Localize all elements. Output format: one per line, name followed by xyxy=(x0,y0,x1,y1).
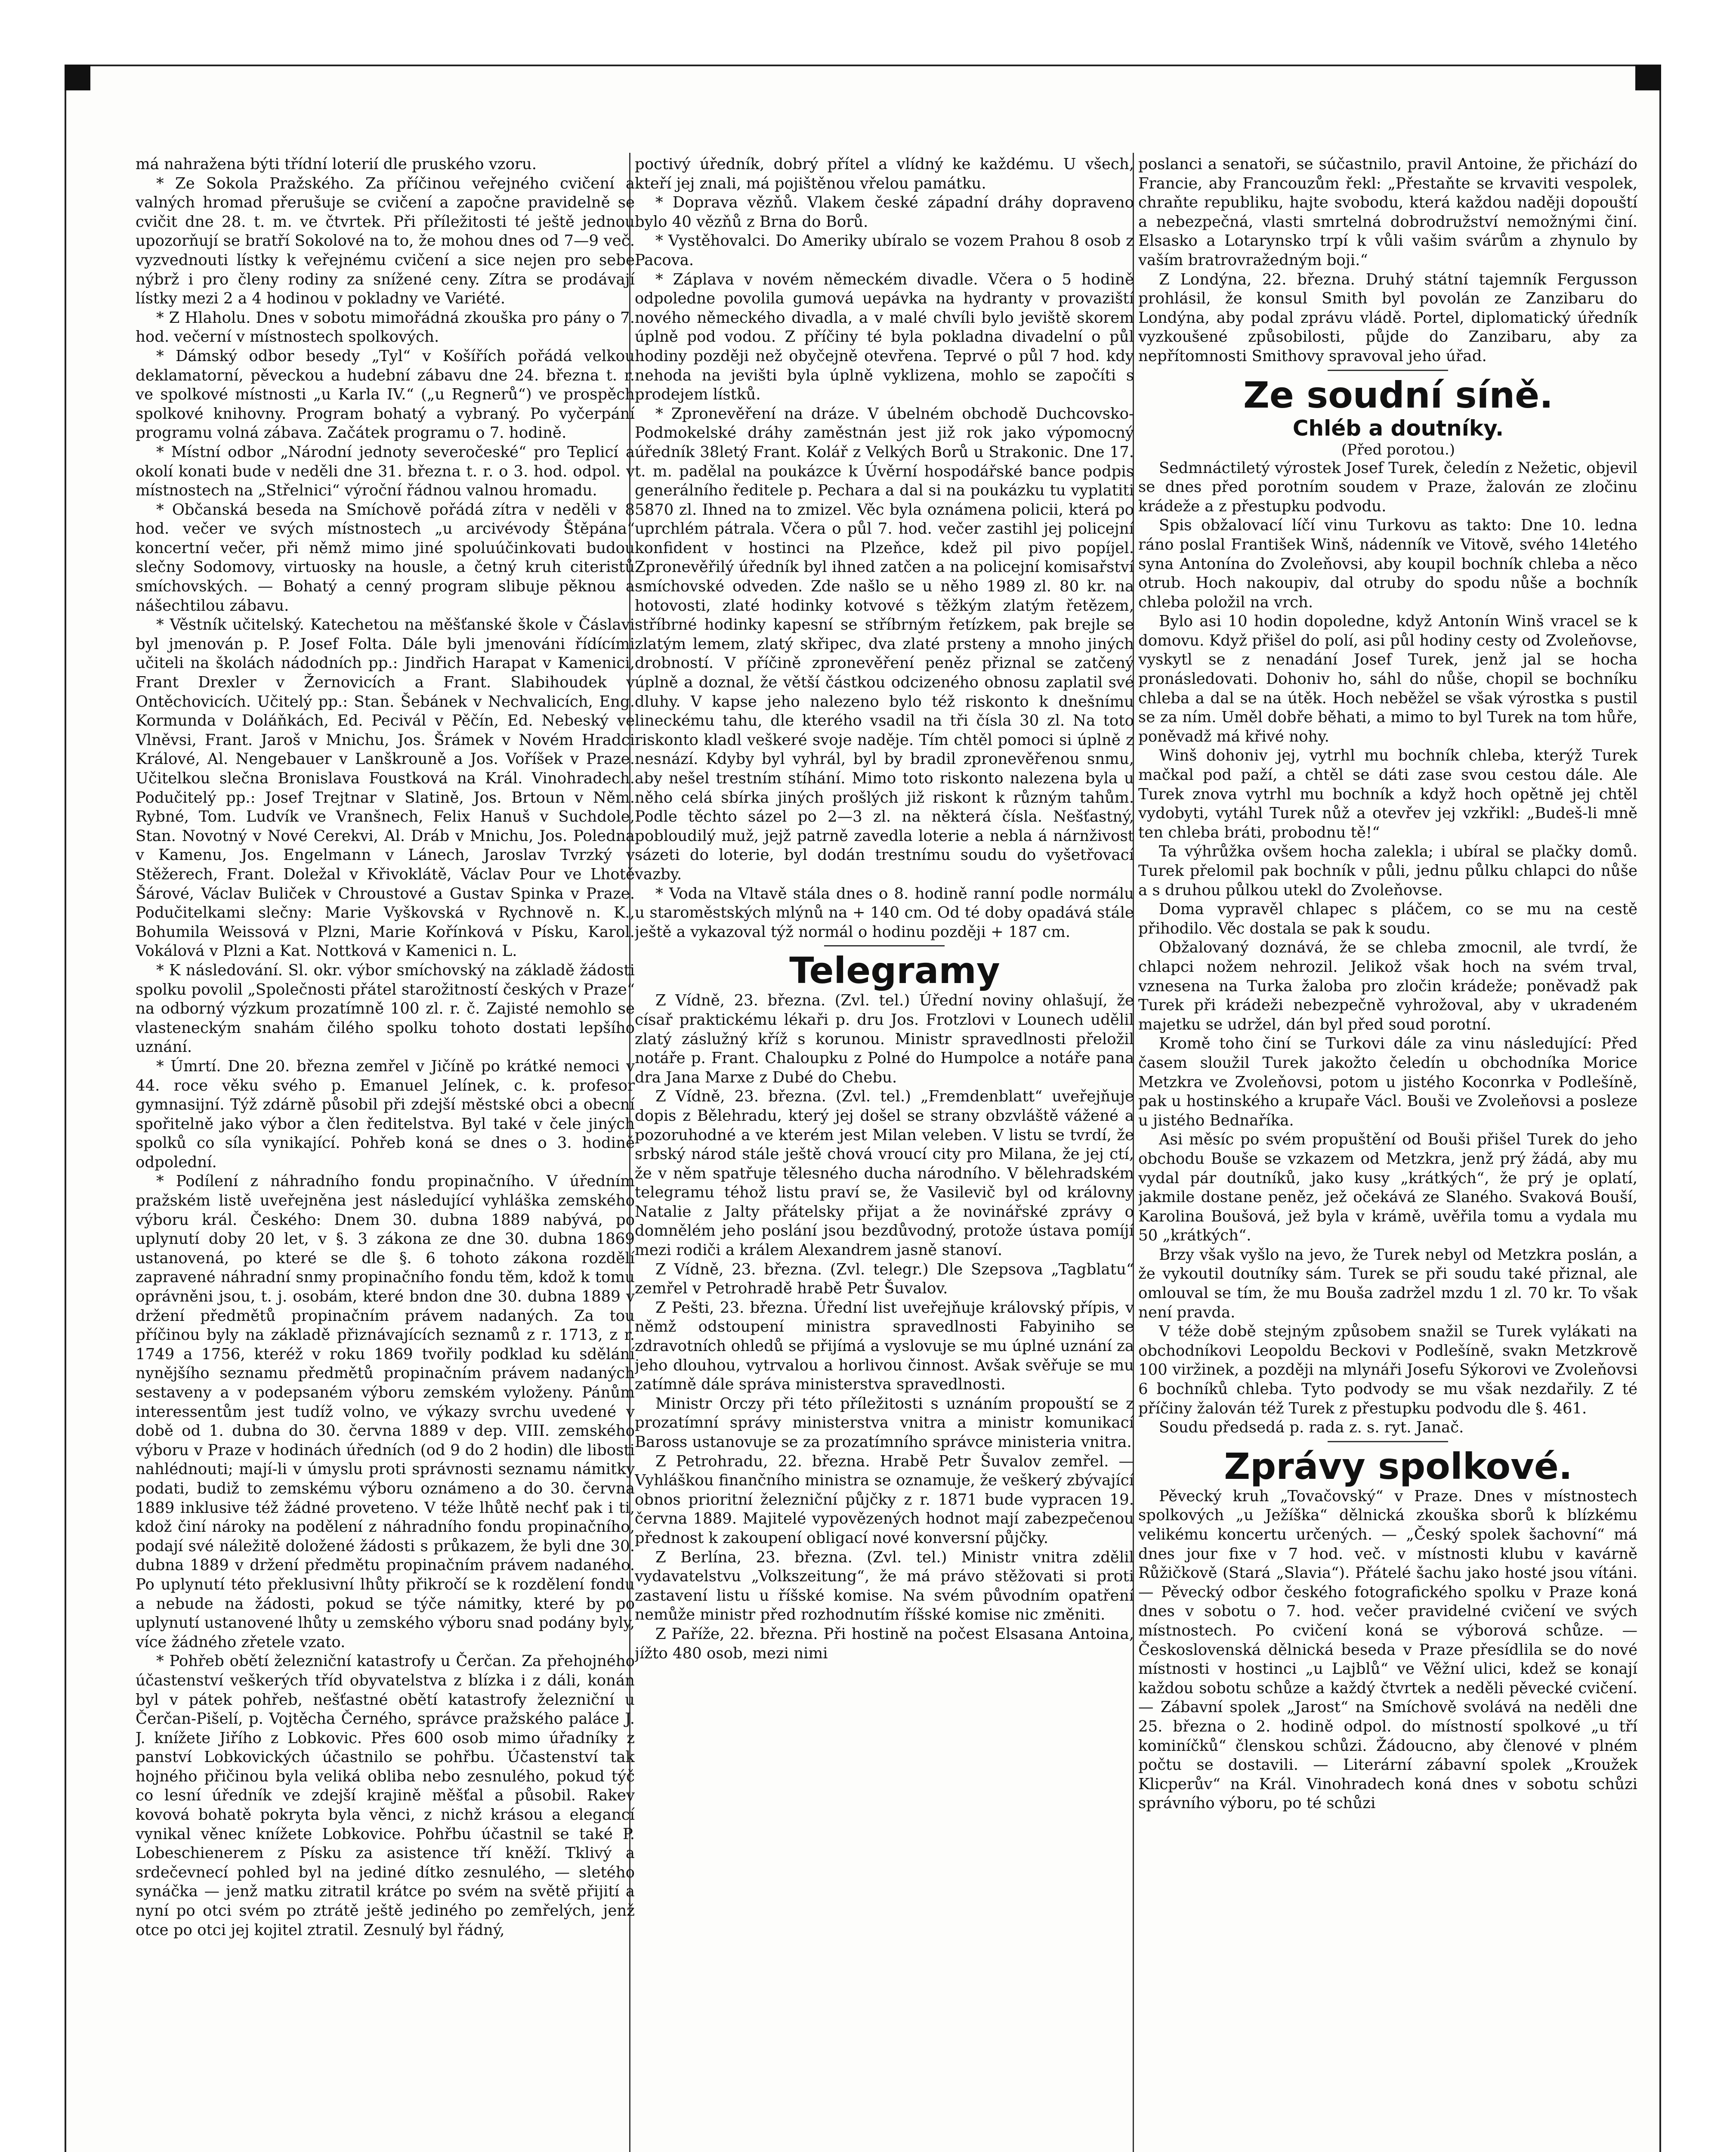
news-item: * Podílení z náhradního fondu propinačního. V úředním pražském listě uveřejněna jest následující vyhláška zemského výboru král. Českého: Dnem 30. dubna 1889 nabývá, po uplynutí doby 20 let, v §. 3 zákona ze dne 30. dubna 1869 ustanovená, po které se dle §. 6 tohoto zákona rozdělí zapravené náhradní snmy propinačního fondu těm, kdož k tomu oprávněni jsou, t. j. osobám, které bndon dne 30. dubna 1889 v držení předmětů propinačním právem nadaných. Za tou příčinou byly na základě přiznávajících seznamů z r. 1713, z r. 1749 a 1756, kteréž v roku 1869 tvořily podklad ku sdělání nynějšího seznamu předmětů propinačním právem nadaných sestaveny a v podepsaném výboru zemském vyloženy. Pánům interessentům jest tudíž volno, ve výkazy svrchu uvedené v době od 1. dubna do 30. června 1889 v dep. VIII. zemského výboru v Praze v hodinách úředních (od 9 do 2 hodin) dle libosti nahlédnouti; mají-li v úmyslu proti správnosti seznamu námitky podati, budiž to zemskému výboru oznámeno a do 30. června 1889 inklusive též žádné proveteno. V téže lhůtě nechť pak i ti, kdož činí nároky na podělení z náhradního fondu propinačního, podají své náležitě doložené žádosti s průkazem, že byli dne 30. dubna 1889 v držení předmětu propinačním právem nadaného. Po uplynutí této překlusivní lhůty přikročí se k rozdělení fondu a nebude na žádosti, pokud se týče námitky, které by po uplynutí ustanovené lhůty u zemského výboru snad podány byly, více žádného zřetele vzato. xyxy=(136,1172,635,1651)
association-paragraph: Pěvecký kruh „Tovačovský“ v Praze. Dnes v místnostech spolkových „u Ježíška“ dělnická zkouška sborů k blízkému velikému koncertu určených. — „Český spolek šachovní“ má dnes jour fixe v 7 hod. več. v místnosti klubu v kavárně Růžičkově (Stará „Slavia“). Přátelé šachu jako hosté jsou vítáni. — Pěvecký odbor českého fotografického spolku v Praze koná dnes v sobotu o 7. hod. večer pravidelné cvičení ve svých místnostech. Po cvičení koná se výborová schůze. — Československá dělnická beseda v Praze přesídlila se do nové místnosti v hostinci „u Lajblů“ ve Věžní ulici, kdež se konají každou sobotu schůze a každý čtvrtek a neděli pěvecké cvičení. — Zábavní spolek „Jarost“ na Smíchově svolává na neděli dne 25. března o 2. hodině odpol. do místností spolkové „u tří kominíčků“ členskou schůzi. Žádoucno, aby členové v plném počtu se dostavili. — Literární zábavní spolek „Kroužek Klicperův“ na Král. Vinohradech koná dnes v sobotu schůzi správního výboru, po té schůzi xyxy=(1138,1487,1637,1812)
telegram-item: Z Vídně, 23. března. (Zvl. telegr.) Dle Szepsova „Tagblatu“ zemřel v Petrohradě hrabě Petr Šuvalov. xyxy=(635,1260,1134,1298)
column-3 xyxy=(1138,155,1637,2152)
court-paragraph: Winš dohoniv jej, vytrhl mu bochník chleba, kterýž Turek mačkal pod paží, a chtěl se dáti zase svou cestou dále. Ale Turek znova vytrhl mu bochník a když hoch opětně jej chtěl vydobyti, vytáhl Turek nůž a otevřev jej vzkřikl: „Budeš-li mně ten chleba bráti, probodnu tě!“ xyxy=(1138,747,1637,841)
telegram-item: Z Vídně, 23. března. (Zvl. tel.) Úřední noviny ohlašují, že císař praktickému lékaři p. dru Jos. Frotzlovi v Lounech udělil zlatý záslužný kříž s korunou. Ministr spravedlnosti přeložil notáře p. Frant. Chaloupku z Polné do Humpolce a notáře pana dra Jana Marxe z Dubé do Chebu. xyxy=(635,992,1134,1086)
court-paragraph: Ta výhrůžka ovšem hocha zalekla; i ubíral se plačky domů. Turek přelomil pak bochník v půli, jednu půlku chlapci do nůše a s druhou půlkou utekl do Zvoleňovse. xyxy=(1138,843,1637,899)
court-heading: Ze soudní síně. xyxy=(1243,374,1554,416)
court-paragraph: Obžalovaný doznává, že se chleba zmocnil, ale tvrdí, že chlapci nožem nehrozil. Jelikož však hoch na svém trval, vznesena na Turka žaloba pro zločin krádeže; poněvadž pak Turek při krádeži nebezpečně vyhrožoval, aby v ukradeném majetku se udržel, dán byl před soud porotní. xyxy=(1138,939,1637,1033)
court-note: (Před porotou.) xyxy=(1341,441,1455,458)
court-paragraph: Soudu předsedá p. rada z. s. ryt. Janač. xyxy=(1159,1419,1464,1437)
news-item: má nahražena býti třídní loterií dle pruského vzoru. xyxy=(136,155,537,173)
telegram-item: Z Paříže, 22. března. Při hostině na počest Elsasana Antoina, jížto 480 osob, mezi nimi xyxy=(635,1625,1134,1662)
news-item: * Záplava v novém německém divadle. Včera o 5 hodině odpoledne povolila gumová uepávka na hydranty v provaziští nového německého divadla, a v malé chvíli bylo jeviště skorem úplně pod vodou. Z příčiny té byla pokladna divadelní o půl hodiny později než obyčejně otevřena. Teprvé o půl 7 hod. kdy nehoda na jevišti byla úplně vyklizena, mohlo se započíti s prodejem lístků. xyxy=(635,270,1134,404)
section-divider xyxy=(824,945,945,946)
telegrams-heading: Telegramy xyxy=(789,949,1000,992)
news-item: * Ze Sokola Pražského. Za příčinou veřejného cvičení a valných hromad přerušuje se cvičení a započne pravidelně se cvičit dne 28. t. m. ve čtvrtek. Při příležitosti té ještě jednou upozorňují se bratří Sokolové na to, že mohou dnes od 7—9 več. vyzvednouti lístky k veřejnému cvičení a sice nejen pro sebe nýbrž i pro členy rodiny za snížené ceny. Zítra se prodávají lístky mezi 2 a 4 hodinou v pokladny ve Variété. xyxy=(136,174,635,308)
telegram-item: Z Petrohradu, 22. března. Hrabě Petr Šuvalov zemřel. — Vyhláškou finančního ministra se oznamuje, že veškerý zbývající obnos prioritní železniční půjčky z r. 1871 bude vypracen 19. června 1889. Majitelé vypovězených hodnot mají zabezpečenou přednost k zakoupení obligací nové konversní půjčky. xyxy=(635,1452,1134,1547)
telegram-item: Z Vídně, 23. března. (Zvl. tel.) „Fremdenblatt“ uveřejňuje dopis z Bělehradu, který jej došel se strany obzvláště vážené a pozoruhodné a ve kterém jest Milan veleben. V listu se tvrdí, že srbský národ stále ještě chová vroucí city pro Milana, že jej ctí, že v něm spatřuje tělesného ducha národního. V bělehradském telegramu téhož listu praví se, že Vasilevič byl od královny Natalie z Jalty přátelsky přijat a že novinářské zprávy o domnělém jeho poslání jsou bezdůvodný, protože ústava pomíjí mezi rodiči a králem Alexandrem jasně stanoví. xyxy=(635,1088,1134,1259)
column-1 xyxy=(136,155,635,2152)
telegram-item: Z Berlína, 23. března. (Zvl. tel.) Ministr vnitra zdělil vydavatelstvu „Volkszeitung“, že má právo stěžovati si proti zastavení listu u říšské komise. Na svém původním opatření nemůže ministr před rozhodnutím říšské komise nic změniti. xyxy=(635,1548,1134,1624)
corner-mark xyxy=(65,65,90,90)
court-paragraph: Kromě toho činí se Turkovi dále za vinu následující: Před časem sloužil Turek jakožto čeledín u obchodníka Morice Metzkra ve Zvoleňovsi, potom u jistého Koconrka v Podlešíně, pak u hostinského a krupaře Václ. Bouši ve Zvoleňovsi a posleze u jistého Bednaříka. xyxy=(1138,1035,1637,1129)
news-item: * Voda na Vltavě stála dnes o 8. hodině ranní podle normálu u staroměstských mlýnů na + 140 cm. Od té doby opadává stále ještě a vykazoval týž normál o hodinu později + 187 cm. xyxy=(635,884,1134,941)
news-item: * Dámský odbor besedy „Tyl“ v Košířích pořádá velkou deklamatorní, pěveckou a hudební zábavu dne 24. března t. r. ve spolkové místnosti „u Karla IV.“ („u Regnerů“) ve prospěch spolkové knihovny. Program bohatý a vybraný. Po vyčerpání programu volná zábava. Začátek programu o 7. hodině. xyxy=(136,347,635,442)
news-item: * Z Hlaholu. Dnes v sobotu mimořádná zkouška pro pány o 7. hod. večerní v místnostech spolkových. xyxy=(136,309,635,346)
news-item: * Úmrtí. Dne 20. března zemřel v Jičíně po krátké nemoci v 44. roce věku svého p. Emanuel Jelínek, c. k. profesor gymnasijní. Týž zdárně působil při zdejší městské obci a obecní spořitelně jako výbor a člen ředitelstva. Byl také v čele jiných spolků co síla vynikající. Pohřeb koná se dnes o 3. hodině odpolední. xyxy=(136,1057,635,1171)
news-item: * Pohřeb obětí železniční katastrofy u Čerčan. Za přehojného účastenství veškerých tříd obyvatelstva z blízka i z dáli, konán byl v pátek pohřeb, nešťastné obětí katastrofy železniční u Čerčan-Pišelí, p. Vojtěcha Černého, správce pražského paláce J. J. knížete Jiřího z Lobkovic. Přes 600 osob mimo úřadníky z panství Lobkovických účastnilo se pohřbu. Účastenství tak hojného přičinou byla veliká obliba nebo zesnulého, pokud týč co lesní úředník ve zdejší krajině měšťal a působil. Rakev kovová bohatě pokryta byla věnci, z nichž krásou a elegancí vynikal věnec knížete Lobkovice. Pohřbu účastnil se také P. Lobeschienerem z Písku za asistence tří kněží. Tklivý a srdečevnecí pohled byl na jediné dítko zesnulého, — sletého synáčka — jenž matku zitratil krátce po svém na světě přijití a nyní po otci svém po ztrátě ještě jediného po zemřelých, jenž otce po otci jej kojitel ztratil. Zesnulý byl řádný, xyxy=(136,1652,635,1939)
court-paragraph: Asi měsíc po svém propuštění od Bouši přišel Turek do jeho obchodu Bouše se vzkazem od Metzkra, jenž prý žádá, aby mu vydal pár doutníků, jako kusy „krátkých“, že prý je oplatí, jakmile dostane peněz, jež očekává ze Slaného. Svaková Bouší, Karolina Boušová, jež byla v krámě, uvěřila tomu a vydala mu 50 „krátkých“. xyxy=(1138,1131,1637,1245)
news-item: * Místní odbor „Národní jednoty severočeské“ pro Teplicí a okolí konati bude v neděli dne 31. března t. r. o 3. hod. odpol. v místnostech na „Střelnici“ výroční řádnou valnou hromadu. xyxy=(136,443,635,500)
news-item: poslanci a senatoři, se súčastnilo, pravil Antoine, že přichází do Francie, aby Francouzům řekl: „Přestaňte se krvaviti vespolek, chraňte republiku, hajte svobodu, která každou naději dopouští a nebezpečná, vlasti smrtelná dobrodružství nemožnými činí. Elsasko a Lotarynsko trpí k vůli vašim svárům a zhynulo by vaším bratrovražedným boji.“ xyxy=(1138,155,1637,269)
telegram-item: Z Pešti, 23. března. Úřední list uveřejňuje královský přípis, v němž odstoupení ministra spravedlnosti Fabyiniho se zdravotních ohledů se přijímá a vyslovuje se mu úplné uznání za jeho dlouhou, vytrvalou a horlivou činnost. Avšak svěřuje se mu zatímně dále správa ministerstva spravedlnosti. xyxy=(635,1299,1134,1394)
section-divider xyxy=(1328,1441,1448,1442)
court-paragraph: Brzy však vyšlo na jevo, že Turek nebyl od Metzkra poslán, a že vykoutil doutníky sám. Turek se při soudu také přiznal, ale omlouval se tím, že mu Bouša zadržel mzdu 1 zl. 70 kr. To však není pravda. xyxy=(1138,1246,1637,1321)
association-heading: Zprávy spolkové. xyxy=(1224,1445,1572,1487)
court-paragraph: Bylo asi 10 hodin dopoledne, když Antonín Winš vracel se k domovu. Když přišel do polí, asi půl hodiny cesty od Zvoleňovse, vyskytl se z nenadání Josef Turek, jenž jal se hocha pronásledovati. Dohoniv ho, sáhl do nůše, chopil se bochníku chleba a dal se na útěk. Hoch neběžel se však výrostka s pustil se za ním. Uměl dobře běhati, a mimo to byl Turek na tom hůře, poněvadž má křivé nohy. xyxy=(1138,612,1637,745)
news-item: poctivý úředník, dobrý přítel a vlídný ke každému. U všech, kteří jej znali, má pojištěnou vřelou památku. xyxy=(635,155,1134,192)
news-item: * Zpronevěření na dráze. V úbelném obchodě Duchcovsko-Podmokelské dráhy zaměstnán jest již rok jako výpomocný úředník 38letý Frant. Kolář z Velkých Borů u Strakonic. Dne 17. t. m. padělal na poukázce k Úvěrní hospodářské bance podpis generálního ředitele p. Pechara a dal si na poukázku tu vyplatiti 5870 zl. Ihned na to zmizel. Věc byla oznámena policii, která po uprchlém pátrala. Včera o půl 7. hod. večer zastihl jej policejní konfident v hostinci na Plzeňce, kdež pil pivo popíjel. Zpronevěřilý úředník byl ihned zatčen a na policejní komisařství smíchovské odveden. Zde našlo se u něho 1989 zl. 80 kr. na hotovosti, zlaté hodinky kotvové s těžkým zlatým řetězem, stříbrné hodinky kapesní se stříbrným řetízkem, pak brejle se zlatým lemem, zlatý skřipec, dva zlaté prsteny a mnoho jiných drobností. V příčině zpronevěření peněz přiznal se zatčený úplně a doznal, že větší částkou odcizeného obnosu zaplatil své dluhy. V kapse jeho nalezeno bylo též riskonto k dnešnímu lineckému tahu, dle kterého vsadil na tři čísla 30 zl. Na toto riskonto kladl veškeré svoje naděje. Tím chtěl pomoci si úplně z nesnází. Kdyby byl vyhrál, byl by bradil zpronevěřenou snmu, aby nešel trestním stíhání. Mimo toto riskonto nalezena byla u něho celá sbírka jiných prošlých již riskont k různým tahům. Podle těchto sázel po 2—3 zl. na některá čísla. Nešťastný, pobloudilý muž, jejž patrně zavedla loterie a nebla á nárnživost sázeti do loterie, byl dodán trestnímu soudu do vyšetřovací vazby. xyxy=(635,405,1134,883)
news-item: * Doprava vězňů. Vlakem české západní dráhy dopraveno bylo 40 vězňů z Brna do Borů. xyxy=(635,194,1134,231)
news-item: * Občanská beseda na Smíchově pořádá zítra v neděli v 8 hod. večer ve svých místnostech „u arcivévody Štěpána“ koncertní večer, při němž mimo jiné spoluúčinkovati budou slečny Sodomovy, virtuosky na housle, a četný kruh citeristů smíchovských. — Bohatý a cenný program slibuje pěknou a nášechtilou zábavu. xyxy=(136,501,635,615)
news-item: * Věstník učitelský. Katechetou na měšťanské škole v Čáslavi byl jmenován p. P. Josef Folta. Dále byli jmenováni řídícími učiteli na školách nádodních pp.: Jindřich Harapat v Kamenici, Frant Drexler v Žernovicích a Frant. Slabihoudek v Ontěchovicích. Učitelý pp.: Stan. Šebánek v Nechvalicích, Eng. Kormunda v Doláňkách, Ed. Pecivál v Pěčín, Ed. Nebeský ve Vlněvsi, Frant. Jaroš v Mnichu, Jos. Šrámek v Novém Hradci Králové, Al. Nengebauer v Lanškrouně a Jos. Voříšek v Praze. Učitelkou slečna Bronislava Foustková na Král. Vinohradech. Podučitelý pp.: Josef Trejtnar v Slatině, Jos. Brtoun v Něm. Rybné, Tom. Ludvík ve Vranšnech, Felix Hanuš v Suchdole, Stan. Novotný v Nové Cerekvi, Al. Dráb v Mnichu, Jos. Poledna v Kamenu, Jos. Engelmann v Lánech, Jaroslav Tvrzký v Stěžerech, Frant. Doležal v Křivoklátě, Václav Pour ve Lhotě Šárové, Václav Buliček v Chroustové a Gustav Spinka v Praze. Podučitelkami slečny: Marie Vyškovská v Rychnově n. K., Bohumila Weissová v Plzni, Marie Kořínková v Písku, Karol. Vokálová v Plzni a Kat. Nottková v Kamenici n. L. xyxy=(136,616,635,960)
court-subheading: Chléb a doutníky. xyxy=(1292,415,1504,441)
section-divider xyxy=(1328,370,1448,371)
news-item: * Vystěhovalci. Do Ameriky ubíralo se vozem Prahou 8 osob z Pacova. xyxy=(635,232,1134,269)
column-2 xyxy=(635,155,1134,2152)
court-paragraph: Spis obžalovací líčí vinu Turkovu as takto: Dne 10. ledna ráno poslal František Winš, nádenník ve Vitově, svého 14letého syna Antonína do Zvoleňovsi, aby koupil bochník chleba a něco otrub. Hoch nakoupiv, dal otruby do spodu nůše a bochník chleba položil na vrch. xyxy=(1138,516,1637,611)
corner-mark xyxy=(1635,65,1661,90)
telegram-item: Ministr Orczy při této příležitosti s uznáním propouští se z prozatímní správy ministerstva vnitra a ministr komunikací Baross ustanovuje se za prozatímního správce ministeria vnitra. xyxy=(635,1394,1134,1451)
court-paragraph: Sedmnáctiletý výrostek Josef Turek, čeledín z Nežetic, objevil se dnes před porotním soudem v Praze, žalován ze zločinu krádeže a z přestupku podvodu. xyxy=(1138,459,1637,515)
news-item: Z Londýna, 22. března. Druhý státní tajemník Fergusson prohlásil, že konsul Smith byl povolán ze Zanzibaru do Londýna, aby podal zprávu vládě. Portel, diplomatický úředník vyzkoušené způsobilosti, půjde do Zanzibaru, aby za nepřítomnosti Smithovy spravoval jeho úřad. xyxy=(1138,270,1637,365)
court-paragraph: Doma vypravěl chlapec s pláčem, co se mu na cestě přihodilo. Věc dostala se pak k soudu. xyxy=(1138,900,1637,937)
court-paragraph: V téže době stejným způsobem snažil se Turek vylákati na obchodníkovi Leopoldu Beckovi v Podlešíně, svakn Metzkrově 100 viržinek, a později na mlynáři Josefu Sýkorovi ve Zvoleňovsi 6 bochníků chleba. Tyto podvody se mu však nezdařily. Z té příčiny žalován též Turek z přestupku podvodu dle §. 461. xyxy=(1138,1323,1637,1417)
news-item: * K následování. Sl. okr. výbor smíchovský na základě žádosti spolku povolil „Společnosti přátel starožitností českých v Praze“ na odborný výzkum prozatímně 100 zl. r. č. Zajisté nemohlo se vlasteneckým snahám čilého spolku tohoto dostati lepšího uznání. xyxy=(136,961,635,1056)
